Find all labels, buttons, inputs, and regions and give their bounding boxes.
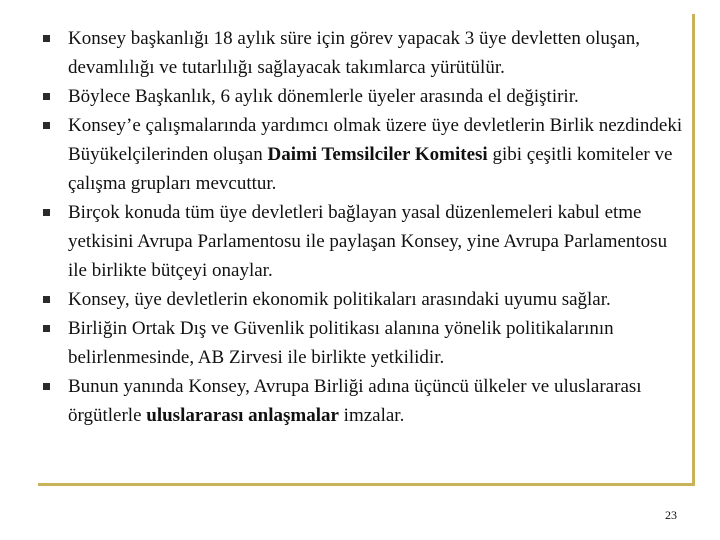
bullet-text	[68, 202, 667, 281]
square-bullet-icon	[43, 325, 50, 332]
text-segment: Böylece Başkanlık, 6 aylık dönemlerle üyeler arasında el değiştirir.	[68, 86, 579, 107]
text-segment: Birliğin Ortak Dış ve Güvenlik politikası alanına yönelik politikalarının belirlenmesinde, AB Zirvesi ile birlikte yetkilidir.	[68, 318, 614, 368]
square-bullet-icon	[43, 296, 50, 303]
bullet-item	[38, 82, 683, 111]
bold-term: Daimi Temsilciler Komitesi	[267, 144, 488, 165]
text-segment: Konsey, üye devletlerin ekonomik politikaları arasındaki uyumu sağlar.	[68, 289, 611, 310]
bullet-item	[38, 314, 683, 372]
bullet-item	[38, 111, 683, 198]
text-segment: Konsey başkanlığı 18 aylık süre için görev yapacak 3 üye devletten oluşan, devamlılığı ve tutarlılığı sağlayacak takımlarca yürütülür.	[68, 28, 640, 78]
square-bullet-icon	[43, 383, 50, 390]
bullet-item	[38, 285, 683, 314]
bullet-list	[38, 24, 683, 430]
page-number: 23	[665, 508, 677, 522]
square-bullet-icon	[43, 122, 50, 129]
bullet-item	[38, 372, 683, 430]
bullet-text	[68, 86, 579, 107]
text-segment: gibi çeşitli komiteler ve çalışma grupları mevcuttur.	[68, 144, 673, 194]
bullet-text	[68, 28, 640, 78]
square-bullet-icon	[43, 93, 50, 100]
bullet-text	[68, 376, 642, 426]
square-bullet-icon	[43, 209, 50, 216]
right-border-line	[692, 14, 695, 484]
bullet-item	[38, 198, 683, 285]
text-segment: imzalar.	[338, 405, 405, 426]
bottom-border-line	[38, 483, 695, 486]
bold-term: uluslararası anlaşmalar	[146, 405, 339, 426]
bullet-text	[68, 289, 611, 310]
square-bullet-icon	[43, 35, 50, 42]
text-segment: Konsey’e çalışmalarında yardımcı olmak üzere üye devletlerin Birlik nezdindeki Büyükelçilerinden oluşan	[68, 115, 683, 165]
text-segment: Birçok konuda tüm üye devletleri bağlayan yasal düzenlemeleri kabul etme yetkisini Avrupa Parlamentosu ile paylaşan Konsey, yine Avrupa Parlamentosu ile birlikte bütçeyi onaylar.	[68, 202, 668, 281]
text-segment: Bunun yanında Konsey, Avrupa Birliği adına üçüncü ülkeler ve uluslararası örgütlerle	[68, 376, 642, 426]
bullet-text	[68, 318, 614, 368]
bullet-text	[68, 115, 682, 194]
bullet-item	[38, 24, 683, 82]
